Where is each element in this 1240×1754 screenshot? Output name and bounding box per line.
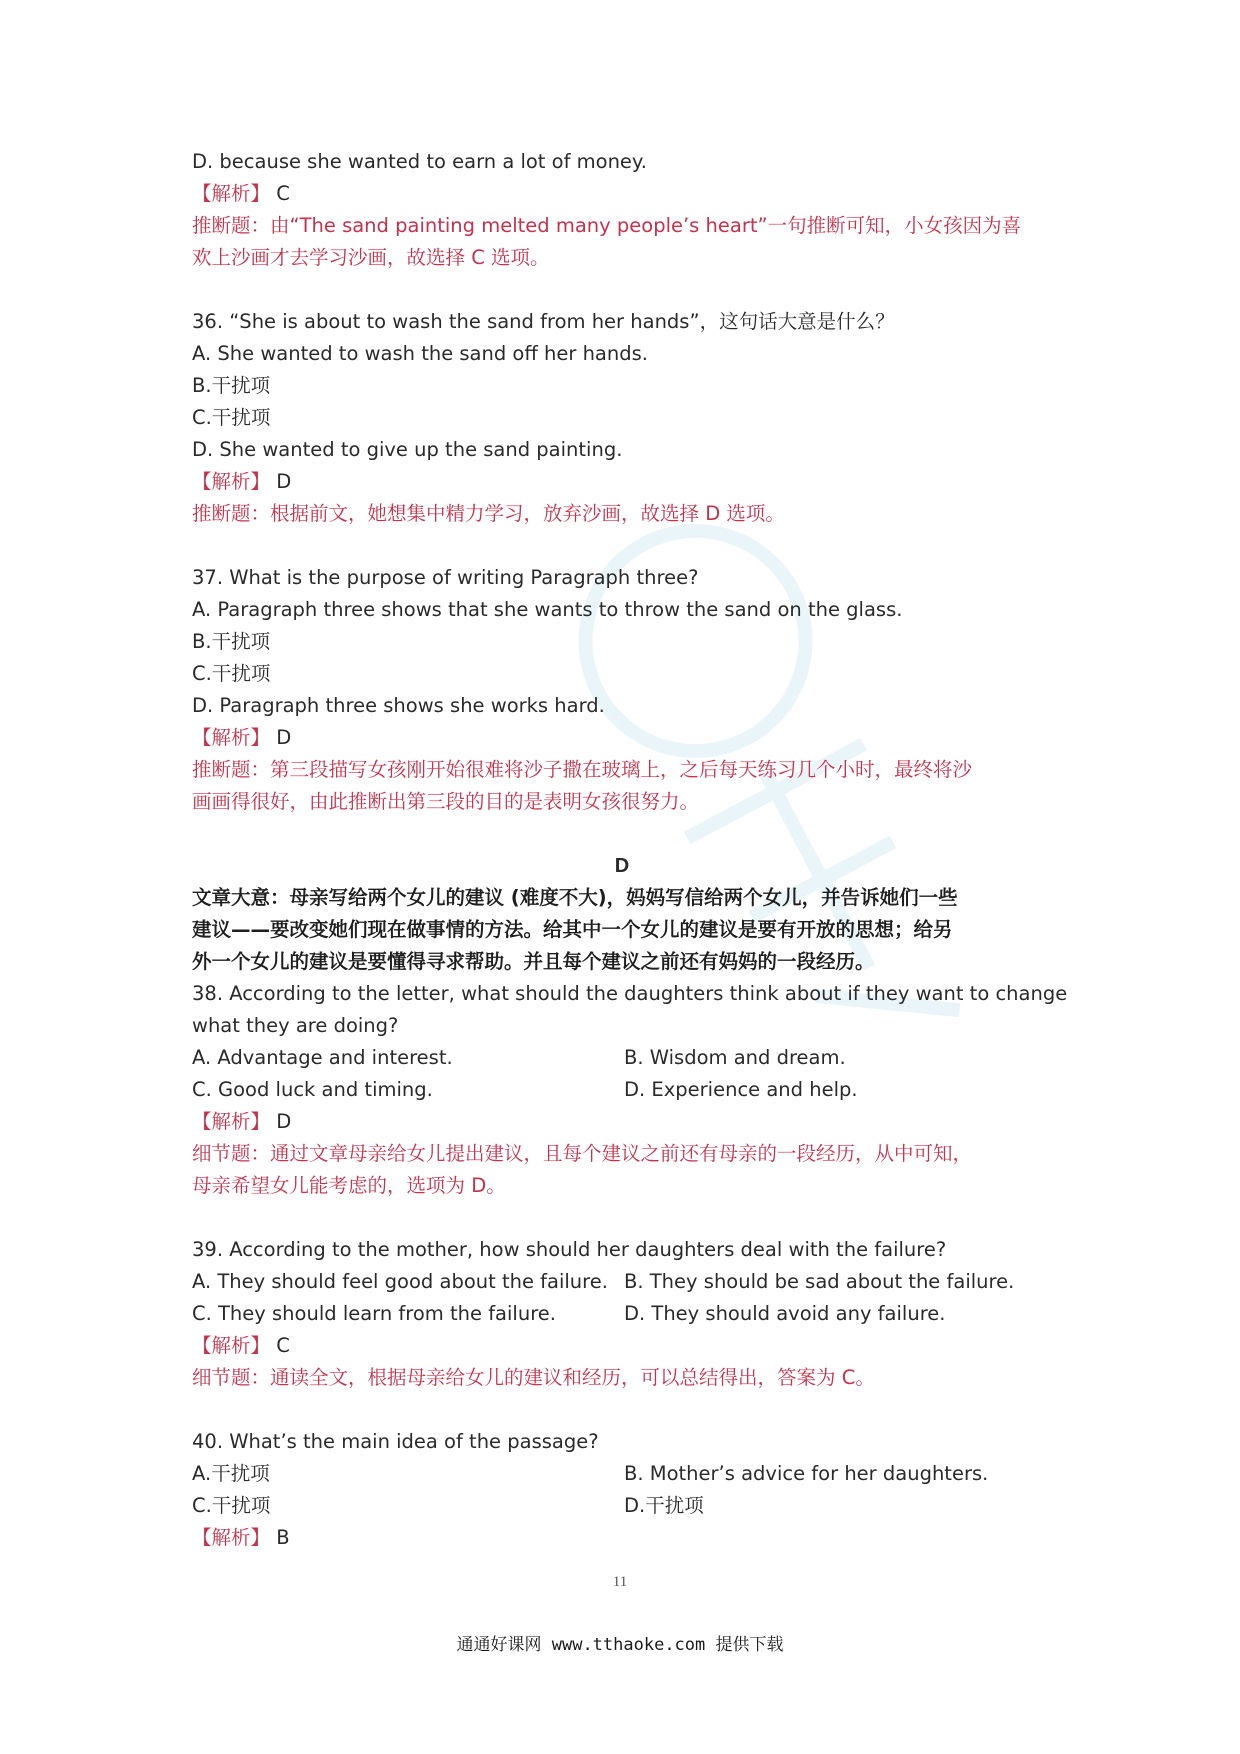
q37-stem: 37. What is the purpose of writing Paragraph three? [192,566,699,589]
page-number: 11 [612,1574,628,1590]
answer-label: 【解析】 [192,470,271,493]
q39-options-row2 [192,1298,1052,1330]
answer-label: 【解析】 [192,1110,271,1133]
q36-option-d: D. She wanted to give up the sand painting. [192,438,623,461]
answer-label: 【解析】 [192,182,271,205]
q35-answer [192,178,1052,210]
footer-download-note: 通通好课网 www.tthaoke.com 提供下载 [456,1635,784,1655]
q38-stem-line1: 38. According to the letter, what should the daughters think about if they want to change [192,982,1068,1005]
q38-explanation-line1: 细节题：通过文章母亲给女儿提出建议，且每个建议之前还有母亲的一段经历，从中可知， [192,1142,973,1165]
q38-options-row1 [192,1042,1052,1074]
q38-option-d: D. Experience and help. [624,1078,858,1101]
answer-label: 【解析】 [192,726,271,749]
q40-option-b: B. Mother’s advice for her daughters. [624,1462,989,1485]
q40-option-c: C.干扰项 [192,1494,271,1517]
answer-value: D [276,1110,292,1133]
q36-option-a: A. She wanted to wash the sand off her hands. [192,342,648,365]
q38-options-row2 [192,1074,1052,1106]
answer-value: C [276,1334,290,1357]
q40-option-d: D.干扰项 [624,1494,704,1517]
q37-option-b: B.干扰项 [192,630,271,653]
q36-option-b: B.干扰项 [192,374,271,397]
q38-stem-line2: what they are doing? [192,1014,399,1037]
q40-options-row1 [192,1458,1052,1490]
q36-answer [192,466,1052,498]
q38-option-b: B. Wisdom and dream. [624,1046,846,1069]
q36-stem: 36. “She is about to wash the sand from her hands”，这句话大意是什么？ [192,310,895,333]
q40-options-row2 [192,1490,1052,1522]
answer-value: D [276,470,292,493]
q39-explanation: 细节题：通读全文，根据母亲给女儿的建议和经历，可以总结得出，答案为 C。 [192,1366,875,1389]
summary-line2: 建议——要改变她们现在做事情的方法。给其中一个女儿的建议是要有开放的思想；给另 [192,918,953,941]
q36-option-c: C.干扰项 [192,406,271,429]
q36-explanation: 推断题：根据前文，她想集中精力学习，放弃沙画，故选择 D 选项。 [192,502,785,525]
q38-answer [192,1106,1052,1138]
q35-explanation-line1: 推断题：由“The sand painting melted many people’s heart”一句推断可知，小女孩因为喜 [192,214,1022,237]
q39-option-d: D. They should avoid any failure. [624,1302,946,1325]
q37-option-c: C.干扰项 [192,662,271,685]
answer-value: B [276,1526,290,1549]
q39-option-c: C. They should learn from the failure. [192,1302,556,1325]
answer-value: C [276,182,290,205]
answer-label: 【解析】 [192,1334,271,1357]
summary-line3: 外一个女儿的建议是要懂得寻求帮助。并且每个建议之前还有妈妈的一段经历。 [192,950,875,973]
q37-option-d: D. Paragraph three shows she works hard. [192,694,605,717]
q38-explanation-line2: 母亲希望女儿能考虑的，选项为 D。 [192,1174,506,1197]
summary-line1: 文章大意：母亲写给两个女儿的建议 (难度不大)，妈妈写信给两个女儿，并告诉她们一些 [192,886,958,909]
q39-option-b: B. They should be sad about the failure. [624,1270,1015,1293]
q38-option-c: C. Good luck and timing. [192,1078,433,1101]
q35-option-d: D. because she wanted to earn a lot of money. [192,150,647,173]
q35-explanation-line2: 欢上沙画才去学习沙画，故选择 C 选项。 [192,246,550,269]
section-title: D [614,855,630,877]
answer-label: 【解析】 [192,1526,271,1549]
answer-value: D [276,726,292,749]
q40-stem: 40. What’s the main idea of the passage? [192,1430,599,1453]
q40-answer [192,1522,1052,1554]
q37-option-a: A. Paragraph three shows that she wants to throw the sand on the glass. [192,598,903,621]
q38-option-a: A. Advantage and interest. [192,1046,453,1069]
q39-answer [192,1330,1052,1362]
q37-explanation-line2: 画画得很好，由此推断出第三段的目的是表明女孩很努力。 [192,790,700,813]
exam-content [192,146,1068,1554]
q39-options-row1 [192,1266,1052,1298]
q39-option-a: A. They should feel good about the failure. [192,1270,608,1293]
q40-option-a: A.干扰项 [192,1462,270,1485]
q37-answer [192,722,1052,754]
q37-explanation-line1: 推断题：第三段描写女孩刚开始很难将沙子撒在玻璃上，之后每天练习几个小时，最终将沙 [192,758,973,781]
q39-stem: 39. According to the mother, how should her daughters deal with the failure? [192,1238,947,1261]
